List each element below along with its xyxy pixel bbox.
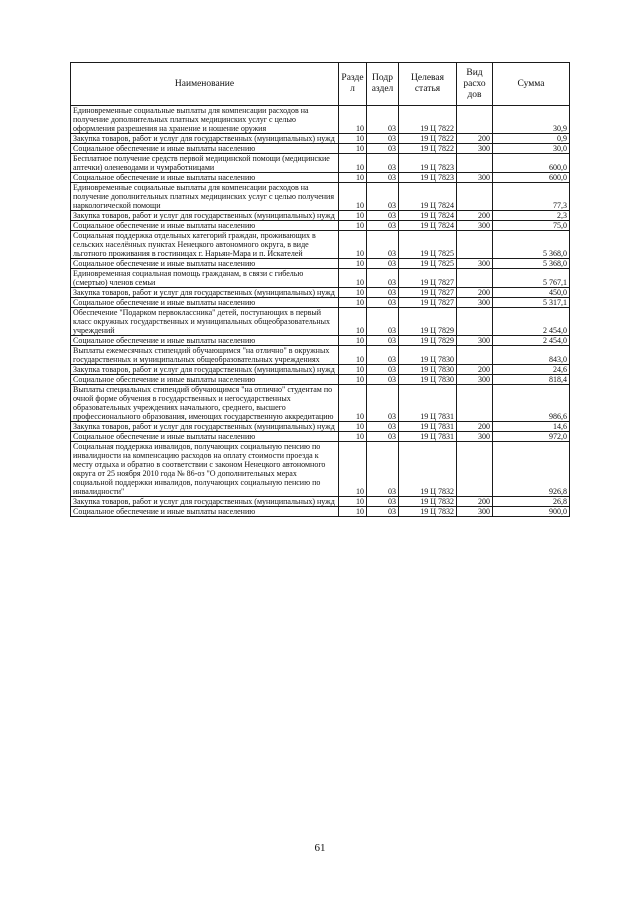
cell-podrazdel: 03 bbox=[367, 346, 399, 365]
cell-target-article: 19 Ц 7827 bbox=[399, 288, 457, 298]
cell-name: Бесплатное получение средств первой медицинской помощи (медицинские аптечки) оленеводами и чумработницами bbox=[71, 154, 339, 173]
cell-name: Социальное обеспечение и иные выплаты населению bbox=[71, 173, 339, 183]
table-row bbox=[71, 288, 570, 298]
cell-name: Социальное обеспечение и иные выплаты населению bbox=[71, 144, 339, 154]
cell-expense-type bbox=[457, 231, 493, 259]
cell-podrazdel: 03 bbox=[367, 308, 399, 336]
page-number: 61 bbox=[314, 842, 326, 854]
cell-razdel: 10 bbox=[339, 288, 367, 298]
cell-expense-type: 200 bbox=[457, 365, 493, 375]
table-row bbox=[71, 422, 570, 432]
cell-podrazdel: 03 bbox=[367, 298, 399, 308]
cell-podrazdel: 03 bbox=[367, 134, 399, 144]
cell-razdel: 10 bbox=[339, 211, 367, 221]
cell-target-article: 19 Ц 7827 bbox=[399, 269, 457, 288]
cell-razdel: 10 bbox=[339, 442, 367, 497]
cell-razdel: 10 bbox=[339, 154, 367, 173]
cell-sum: 77,3 bbox=[493, 183, 570, 211]
cell-sum: 30,9 bbox=[493, 106, 570, 134]
cell-target-article: 19 Ц 7823 bbox=[399, 154, 457, 173]
cell-name: Единовременная социальная помощь гражданам, в связи с гибелью (смертью) членов семьи bbox=[71, 269, 339, 288]
cell-name: Единовременные социальные выплаты для компенсации расходов на получение дополнительных платных медицинских услуг с целью получения наркологической помощи bbox=[71, 183, 339, 211]
cell-podrazdel: 03 bbox=[367, 497, 399, 507]
table-row bbox=[71, 269, 570, 288]
cell-expense-type: 300 bbox=[457, 432, 493, 442]
cell-sum: 450,0 bbox=[493, 288, 570, 298]
cell-expense-type: 300 bbox=[457, 298, 493, 308]
cell-podrazdel: 03 bbox=[367, 259, 399, 269]
cell-razdel: 10 bbox=[339, 422, 367, 432]
cell-expense-type: 200 bbox=[457, 134, 493, 144]
cell-razdel: 10 bbox=[339, 432, 367, 442]
cell-podrazdel: 03 bbox=[367, 432, 399, 442]
cell-sum: 600,0 bbox=[493, 154, 570, 173]
cell-target-article: 19 Ц 7831 bbox=[399, 422, 457, 432]
cell-podrazdel: 03 bbox=[367, 221, 399, 231]
cell-expense-type bbox=[457, 308, 493, 336]
cell-razdel: 10 bbox=[339, 221, 367, 231]
cell-name: Закупка товаров, работ и услуг для государственных (муниципальных) нужд bbox=[71, 422, 339, 432]
table-row bbox=[71, 432, 570, 442]
table-row bbox=[71, 308, 570, 336]
header-sum: Сумма bbox=[493, 63, 570, 106]
cell-expense-type bbox=[457, 154, 493, 173]
header-row bbox=[71, 63, 570, 106]
cell-podrazdel: 03 bbox=[367, 183, 399, 211]
header-target-article: Целевая статья bbox=[399, 63, 457, 106]
cell-expense-type: 300 bbox=[457, 259, 493, 269]
cell-podrazdel: 03 bbox=[367, 269, 399, 288]
cell-target-article: 19 Ц 7825 bbox=[399, 259, 457, 269]
header-razdel: Разде л bbox=[339, 63, 367, 106]
table-row bbox=[71, 442, 570, 497]
cell-sum: 5 368,0 bbox=[493, 259, 570, 269]
cell-razdel: 10 bbox=[339, 336, 367, 346]
cell-target-article: 19 Ц 7832 bbox=[399, 507, 457, 517]
cell-target-article: 19 Ц 7822 bbox=[399, 144, 457, 154]
cell-target-article: 19 Ц 7822 bbox=[399, 106, 457, 134]
cell-sum: 30,0 bbox=[493, 144, 570, 154]
cell-expense-type: 200 bbox=[457, 211, 493, 221]
cell-target-article: 19 Ц 7829 bbox=[399, 308, 457, 336]
cell-razdel: 10 bbox=[339, 298, 367, 308]
header-name: Наименование bbox=[71, 63, 339, 106]
cell-razdel: 10 bbox=[339, 106, 367, 134]
cell-expense-type: 200 bbox=[457, 422, 493, 432]
cell-name: Социальное обеспечение и иные выплаты населению bbox=[71, 298, 339, 308]
table-row bbox=[71, 497, 570, 507]
cell-sum: 2 454,0 bbox=[493, 308, 570, 336]
cell-sum: 600,0 bbox=[493, 173, 570, 183]
cell-razdel: 10 bbox=[339, 173, 367, 183]
cell-expense-type: 300 bbox=[457, 173, 493, 183]
table-row bbox=[71, 507, 570, 517]
cell-podrazdel: 03 bbox=[367, 365, 399, 375]
table-row bbox=[71, 375, 570, 385]
cell-target-article: 19 Ц 7824 bbox=[399, 183, 457, 211]
cell-razdel: 10 bbox=[339, 375, 367, 385]
table-body bbox=[71, 106, 570, 517]
cell-target-article: 19 Ц 7825 bbox=[399, 231, 457, 259]
cell-sum: 24,6 bbox=[493, 365, 570, 375]
cell-expense-type: 300 bbox=[457, 144, 493, 154]
cell-sum: 2 454,0 bbox=[493, 336, 570, 346]
cell-podrazdel: 03 bbox=[367, 144, 399, 154]
cell-expense-type bbox=[457, 106, 493, 134]
cell-sum: 75,0 bbox=[493, 221, 570, 231]
cell-expense-type bbox=[457, 346, 493, 365]
cell-name: Выплаты ежемесячных стипендий обучающимся "на отлично" в окружных государственных и муниципальных общеобразовательных учреждениях bbox=[71, 346, 339, 365]
cell-name: Закупка товаров, работ и услуг для государственных (муниципальных) нужд bbox=[71, 211, 339, 221]
cell-expense-type bbox=[457, 442, 493, 497]
cell-name: Единовременные социальные выплаты для компенсации расходов на получение дополнительных платных медицинских услуг с целью оформления разрешения на хранение и ношение оружия bbox=[71, 106, 339, 134]
cell-razdel: 10 bbox=[339, 144, 367, 154]
table-row bbox=[71, 365, 570, 375]
table-row bbox=[71, 336, 570, 346]
cell-podrazdel: 03 bbox=[367, 211, 399, 221]
table-row bbox=[71, 221, 570, 231]
cell-name: Закупка товаров, работ и услуг для государственных (муниципальных) нужд bbox=[71, 365, 339, 375]
cell-podrazdel: 03 bbox=[367, 507, 399, 517]
cell-target-article: 19 Ц 7831 bbox=[399, 432, 457, 442]
cell-sum: 926,8 bbox=[493, 442, 570, 497]
cell-razdel: 10 bbox=[339, 308, 367, 336]
cell-podrazdel: 03 bbox=[367, 375, 399, 385]
cell-expense-type bbox=[457, 385, 493, 422]
cell-target-article: 19 Ц 7829 bbox=[399, 336, 457, 346]
cell-target-article: 19 Ц 7823 bbox=[399, 173, 457, 183]
cell-sum: 972,0 bbox=[493, 432, 570, 442]
cell-expense-type: 300 bbox=[457, 375, 493, 385]
cell-razdel: 10 bbox=[339, 507, 367, 517]
cell-name: Социальное обеспечение и иные выплаты населению bbox=[71, 375, 339, 385]
table-row bbox=[71, 385, 570, 422]
cell-podrazdel: 03 bbox=[367, 106, 399, 134]
cell-target-article: 19 Ц 7830 bbox=[399, 346, 457, 365]
cell-sum: 986,6 bbox=[493, 385, 570, 422]
cell-name: Обеспечение "Подарком первоклассника" детей, поступающих в первый класс окружных государственных и муниципальных общеобразовательных учреждений bbox=[71, 308, 339, 336]
table-row bbox=[71, 106, 570, 134]
cell-podrazdel: 03 bbox=[367, 173, 399, 183]
cell-target-article: 19 Ц 7832 bbox=[399, 442, 457, 497]
cell-target-article: 19 Ц 7831 bbox=[399, 385, 457, 422]
cell-razdel: 10 bbox=[339, 385, 367, 422]
table-row bbox=[71, 259, 570, 269]
cell-sum: 5 368,0 bbox=[493, 231, 570, 259]
cell-razdel: 10 bbox=[339, 346, 367, 365]
cell-sum: 14,6 bbox=[493, 422, 570, 432]
cell-name: Закупка товаров, работ и услуг для государственных (муниципальных) нужд bbox=[71, 134, 339, 144]
cell-razdel: 10 bbox=[339, 259, 367, 269]
cell-name: Социальная поддержка отдельных категорий граждан, проживающих в сельских населённых пунктах Ненецкого автономного округа, в виде льготного проживания в гостиницах г. Нарьян-Мара и п. Искателей bbox=[71, 231, 339, 259]
cell-target-article: 19 Ц 7827 bbox=[399, 298, 457, 308]
table-row bbox=[71, 231, 570, 259]
header-podrazdel: Подр аздел bbox=[367, 63, 399, 106]
cell-sum: 2,3 bbox=[493, 211, 570, 221]
cell-expense-type bbox=[457, 269, 493, 288]
table-row bbox=[71, 298, 570, 308]
cell-sum: 5 317,1 bbox=[493, 298, 570, 308]
cell-name: Социальное обеспечение и иные выплаты населению bbox=[71, 432, 339, 442]
cell-razdel: 10 bbox=[339, 183, 367, 211]
cell-sum: 900,0 bbox=[493, 507, 570, 517]
cell-name: Выплаты специальных стипендий обучающимся "на отлично" студентам по очной форме обучения в государственных и негосударственных образовательных учреждениях начального, среднего, высшего профессионального образования, имеющих государственную аккредитацию bbox=[71, 385, 339, 422]
cell-name: Социальное обеспечение и иные выплаты населению bbox=[71, 221, 339, 231]
cell-sum: 5 767,1 bbox=[493, 269, 570, 288]
cell-name: Закупка товаров, работ и услуг для государственных (муниципальных) нужд bbox=[71, 497, 339, 507]
cell-sum: 26,8 bbox=[493, 497, 570, 507]
cell-name: Закупка товаров, работ и услуг для государственных (муниципальных) нужд bbox=[71, 288, 339, 298]
cell-name: Социальная поддержка инвалидов, получающих социальную пенсию по инвалидности на компенсацию расходов на оплату стоимости проезда к месту отдыха и обратно в соответствии с законом Ненецкого автономного округа от 25 ноября 2010 года № 86-оз "О дополнительных мерах социальной поддержки инвалидов, получающих социальную пенсию по инвалидности" bbox=[71, 442, 339, 497]
cell-razdel: 10 bbox=[339, 365, 367, 375]
cell-podrazdel: 03 bbox=[367, 231, 399, 259]
cell-expense-type: 300 bbox=[457, 507, 493, 517]
cell-target-article: 19 Ц 7830 bbox=[399, 365, 457, 375]
cell-razdel: 10 bbox=[339, 269, 367, 288]
cell-expense-type: 300 bbox=[457, 336, 493, 346]
table-row bbox=[71, 183, 570, 211]
cell-target-article: 19 Ц 7824 bbox=[399, 221, 457, 231]
cell-expense-type: 300 bbox=[457, 221, 493, 231]
cell-target-article: 19 Ц 7822 bbox=[399, 134, 457, 144]
cell-expense-type bbox=[457, 183, 493, 211]
cell-razdel: 10 bbox=[339, 134, 367, 144]
table-header bbox=[71, 63, 570, 106]
cell-podrazdel: 03 bbox=[367, 154, 399, 173]
cell-expense-type: 200 bbox=[457, 288, 493, 298]
cell-podrazdel: 03 bbox=[367, 336, 399, 346]
cell-name: Социальное обеспечение и иные выплаты населению bbox=[71, 336, 339, 346]
cell-sum: 0,9 bbox=[493, 134, 570, 144]
table-row bbox=[71, 144, 570, 154]
cell-target-article: 19 Ц 7824 bbox=[399, 211, 457, 221]
table-row bbox=[71, 211, 570, 221]
cell-razdel: 10 bbox=[339, 231, 367, 259]
cell-podrazdel: 03 bbox=[367, 422, 399, 432]
cell-sum: 843,0 bbox=[493, 346, 570, 365]
table-row bbox=[71, 134, 570, 144]
table-row bbox=[71, 346, 570, 365]
table-row bbox=[71, 173, 570, 183]
cell-expense-type: 200 bbox=[457, 497, 493, 507]
cell-target-article: 19 Ц 7832 bbox=[399, 497, 457, 507]
cell-razdel: 10 bbox=[339, 497, 367, 507]
cell-name: Социальное обеспечение и иные выплаты населению bbox=[71, 259, 339, 269]
budget-table bbox=[70, 62, 570, 517]
header-expense-type: Вид расхо дов bbox=[457, 63, 493, 106]
table-row bbox=[71, 154, 570, 173]
cell-sum: 818,4 bbox=[493, 375, 570, 385]
cell-podrazdel: 03 bbox=[367, 288, 399, 298]
cell-target-article: 19 Ц 7830 bbox=[399, 375, 457, 385]
cell-name: Социальное обеспечение и иные выплаты населению bbox=[71, 507, 339, 517]
cell-podrazdel: 03 bbox=[367, 385, 399, 422]
cell-podrazdel: 03 bbox=[367, 442, 399, 497]
